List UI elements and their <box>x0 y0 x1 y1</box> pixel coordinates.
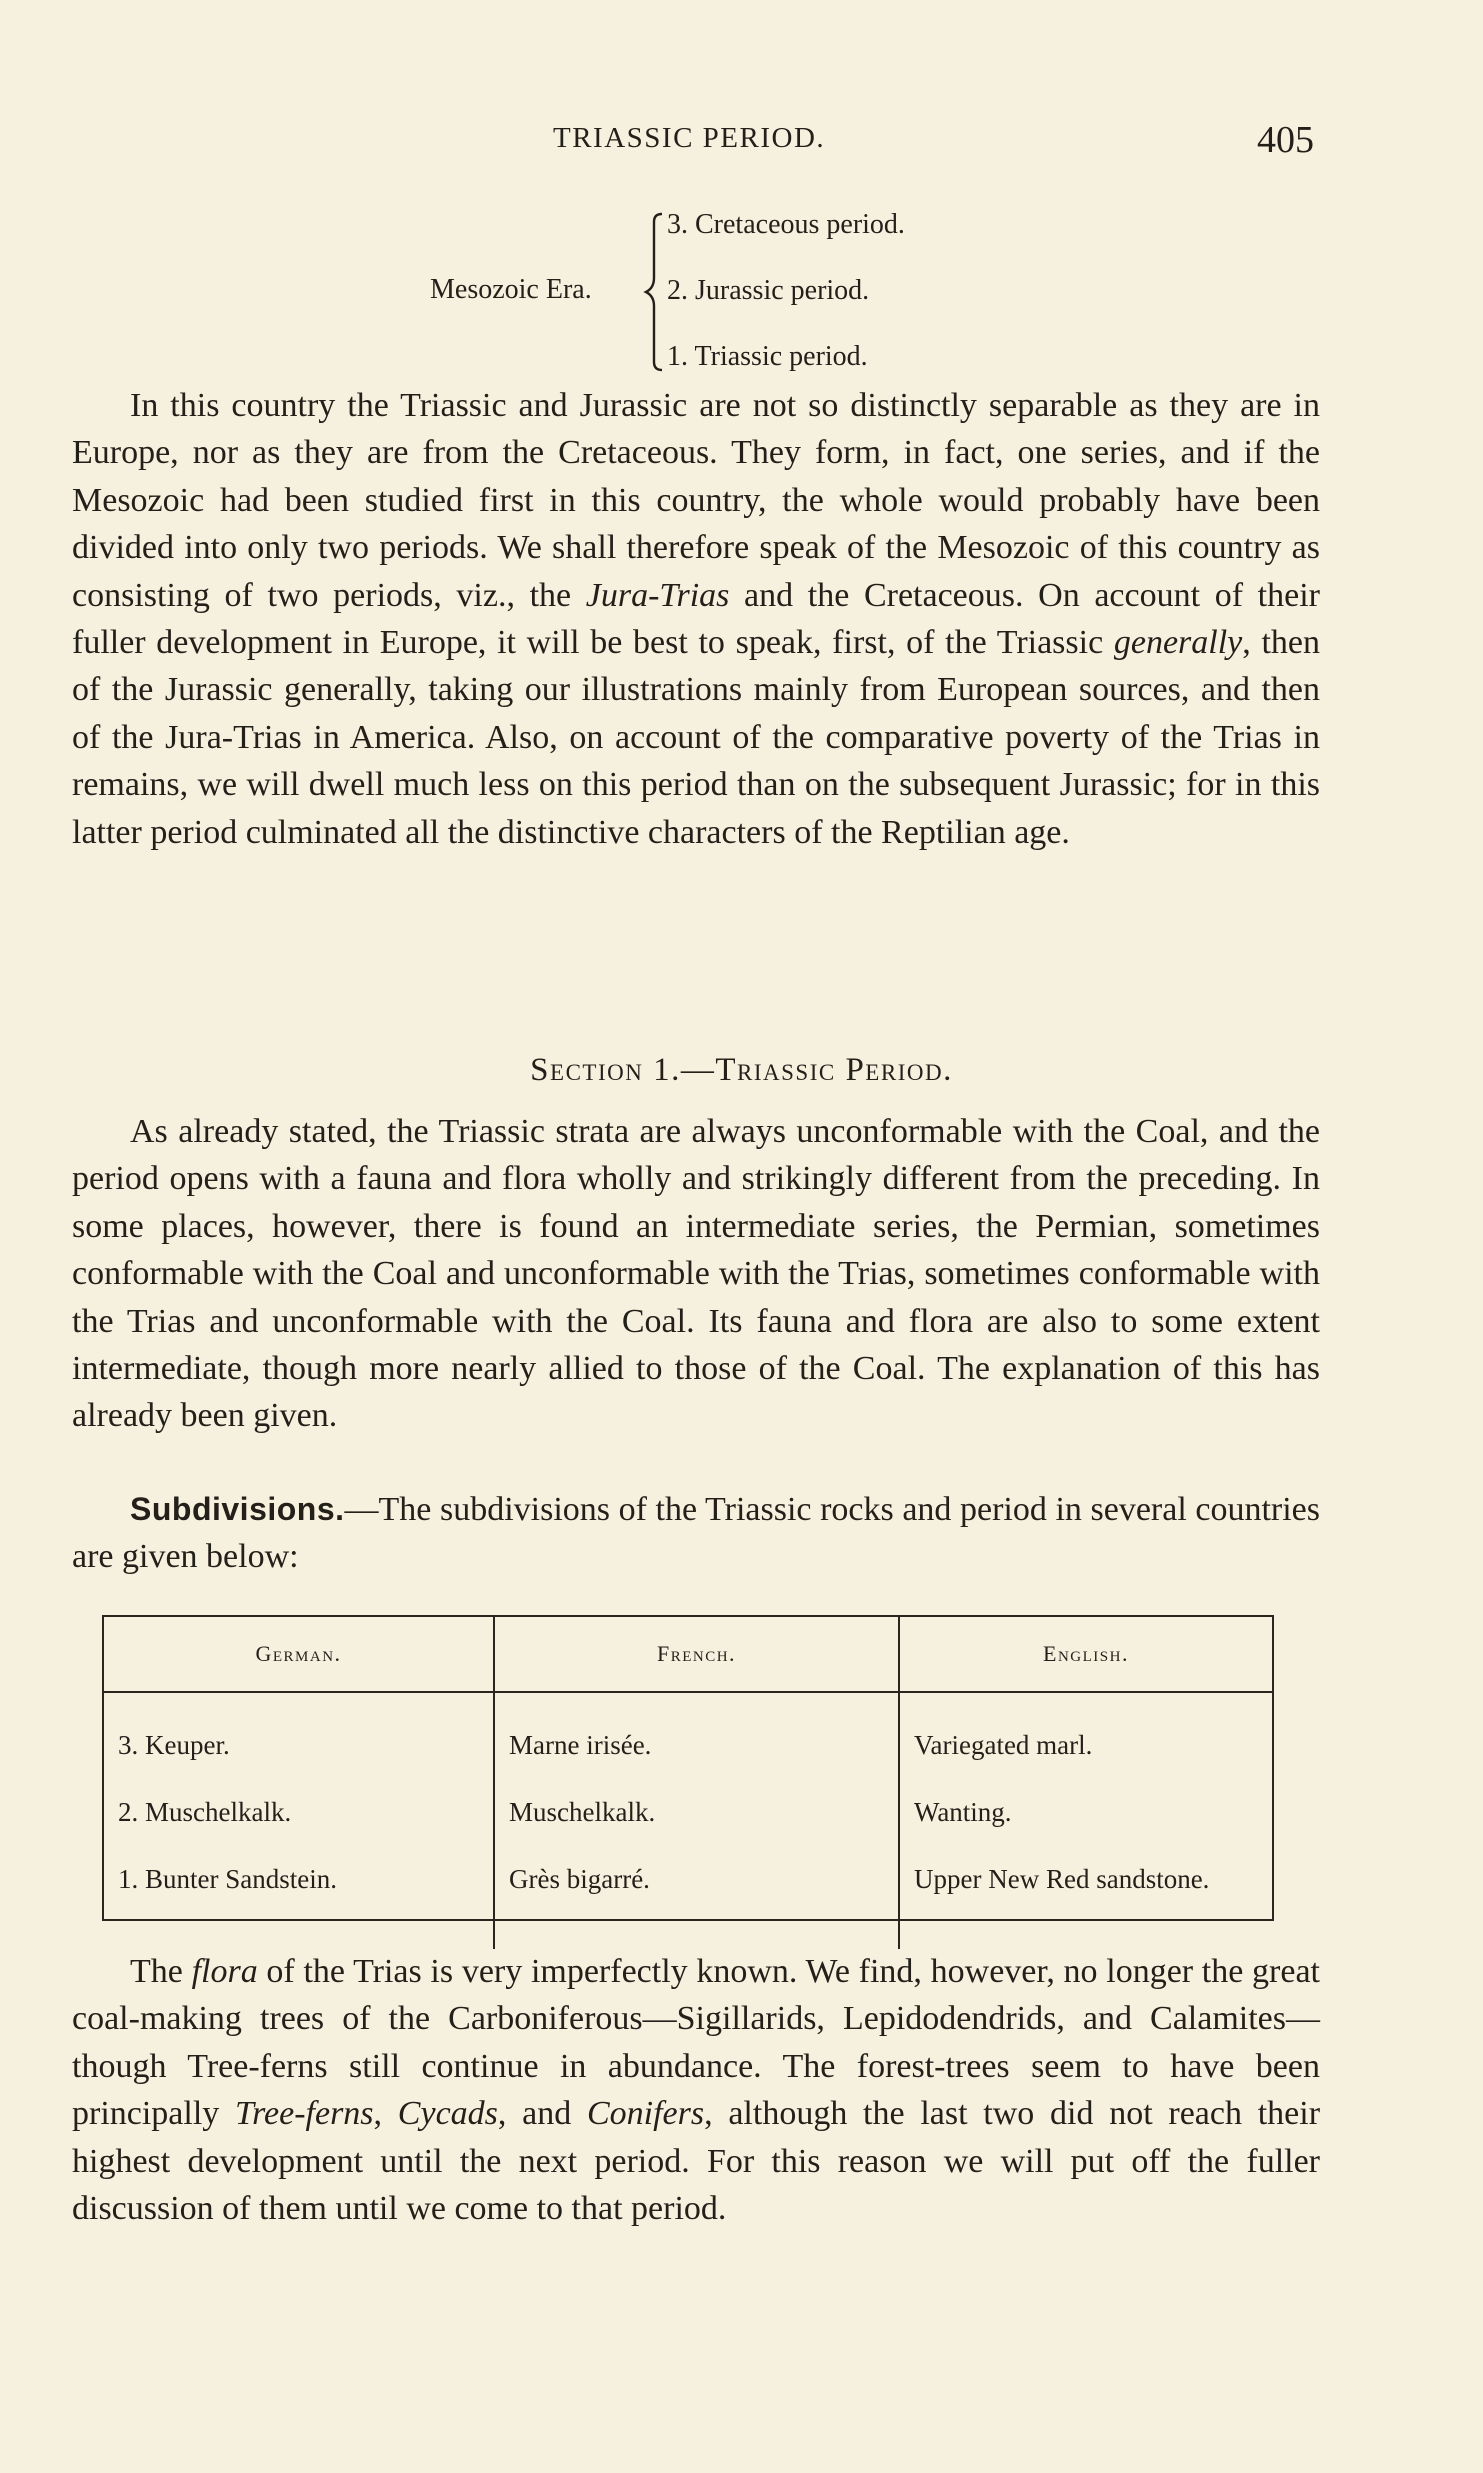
table-cell: Upper New Red sandstone. <box>914 1864 1210 1894</box>
italic-term: Conifers <box>586 2095 705 2133</box>
table-row <box>104 1846 1272 1913</box>
table-cell: 1. Bunter Sandstein. <box>104 1846 494 1913</box>
table-row <box>104 1779 1272 1846</box>
italic-term: flora <box>191 1953 258 1990</box>
text-run: —The subdivisions of the Triassic rocks and period in several countries are given below: <box>72 1491 1320 1576</box>
table-header-row <box>104 1617 1272 1692</box>
italic-term: Jura-Trias <box>585 576 730 614</box>
table-row-spacer <box>104 1913 1272 1949</box>
column-header: German. <box>104 1617 494 1692</box>
paragraph-intro <box>72 382 1320 856</box>
table-cell: Grès bigarré. <box>494 1846 899 1913</box>
text-run: , and <box>497 2095 587 2133</box>
section-label: Section <box>530 1052 644 1088</box>
run-in-heading: Subdivisions. <box>130 1491 345 1527</box>
table-row <box>104 1692 1272 1779</box>
period-item: 3. Cretaceous period. <box>667 209 905 240</box>
curly-brace-icon <box>640 212 670 372</box>
text-run: of the Trias is very imperfectly known. We find, however, no longer the great coal-making trees of the Carboniferous—Sigillarids, Lepidodendrids, and Calamites—though Tree-ferns still continue in abundance. The forest-trees seem to have been principally <box>72 1953 1321 2133</box>
text-run: , although the last two did not reach their highest development until the next period. For this reason we will put off the fuller discussion of them until we come to that period. <box>72 2095 1321 2228</box>
section-title: 1.—Triassic Period. <box>653 1052 953 1088</box>
text-run: , then of the Jurassic generally, taking our illustrations mainly from European sources, and then of the Jura-Trias in America. Also, on account of the comparative poverty of the Trias in remains, we will dwell much less on this period than on the subsequent Jurassic; for in this latter period culminated all the distinctive characters of the Reptilian age. <box>72 624 1320 851</box>
table-cell: Marne irisée. <box>494 1692 899 1779</box>
column-header: French. <box>494 1617 899 1692</box>
table-cell: 3. Keuper. <box>104 1692 494 1779</box>
italic-term: generally <box>1113 624 1243 662</box>
period-item: 1. Triassic period. <box>667 341 868 372</box>
page-number: 405 <box>1257 119 1314 161</box>
text-run: and the Cretaceous. On account of their fuller development in Europe, it will be best to speak, first, of the Triassic <box>72 576 1320 662</box>
text-run: , <box>373 2095 398 2133</box>
paragraph-subdivisions <box>72 1486 1320 1581</box>
section-heading <box>0 1052 1483 1089</box>
period-item: 2. Jurassic period. <box>667 275 870 306</box>
italic-term: Tree-ferns <box>235 2095 374 2133</box>
table-cell: Variegated marl. <box>914 1730 1093 1760</box>
column-header: English. <box>899 1617 1272 1692</box>
table-cell: Wanting. <box>914 1797 1012 1827</box>
text-run: The <box>130 1953 192 1990</box>
text-run: As already stated, the Triassic strata are always unconformable with the Coal, and the period opens with a fauna and flora wholly and strikingly different from the preceding. In some places, however, there is found an intermediate series, the Permian, sometimes conformable with the Coal and unconformable with the Trias, sometimes conformable with the Trias and unconformable with the Coal. Its fauna and flora are also to some extent intermediate, though more nearly allied to those of the Coal. The explanation of this has already been given. <box>72 1113 1320 1435</box>
era-periods <box>667 206 905 404</box>
italic-term: Cycads <box>397 2095 498 2133</box>
table-cell: 2. Muschelkalk. <box>104 1779 494 1846</box>
table-cell: Muschelkalk. <box>494 1779 899 1846</box>
paragraph-flora <box>72 1948 1320 2232</box>
subdivisions-table <box>102 1615 1274 1921</box>
text-run: In this country the Triassic and Jurassic are not so distinctly separable as they are in Europe, nor as they are from the Cretaceous. They form, in fact, one series, and if the Mesozoic had been studied first in this country, the whole would probably have been divided into only two periods. We shall therefore speak of the Mesozoic of this country as consisting of two periods, viz., the <box>72 387 1320 614</box>
era-label: Mesozoic Era. <box>430 274 592 305</box>
running-title: TRIASSIC PERIOD. <box>553 122 826 154</box>
paragraph-permian <box>72 1108 1320 1440</box>
